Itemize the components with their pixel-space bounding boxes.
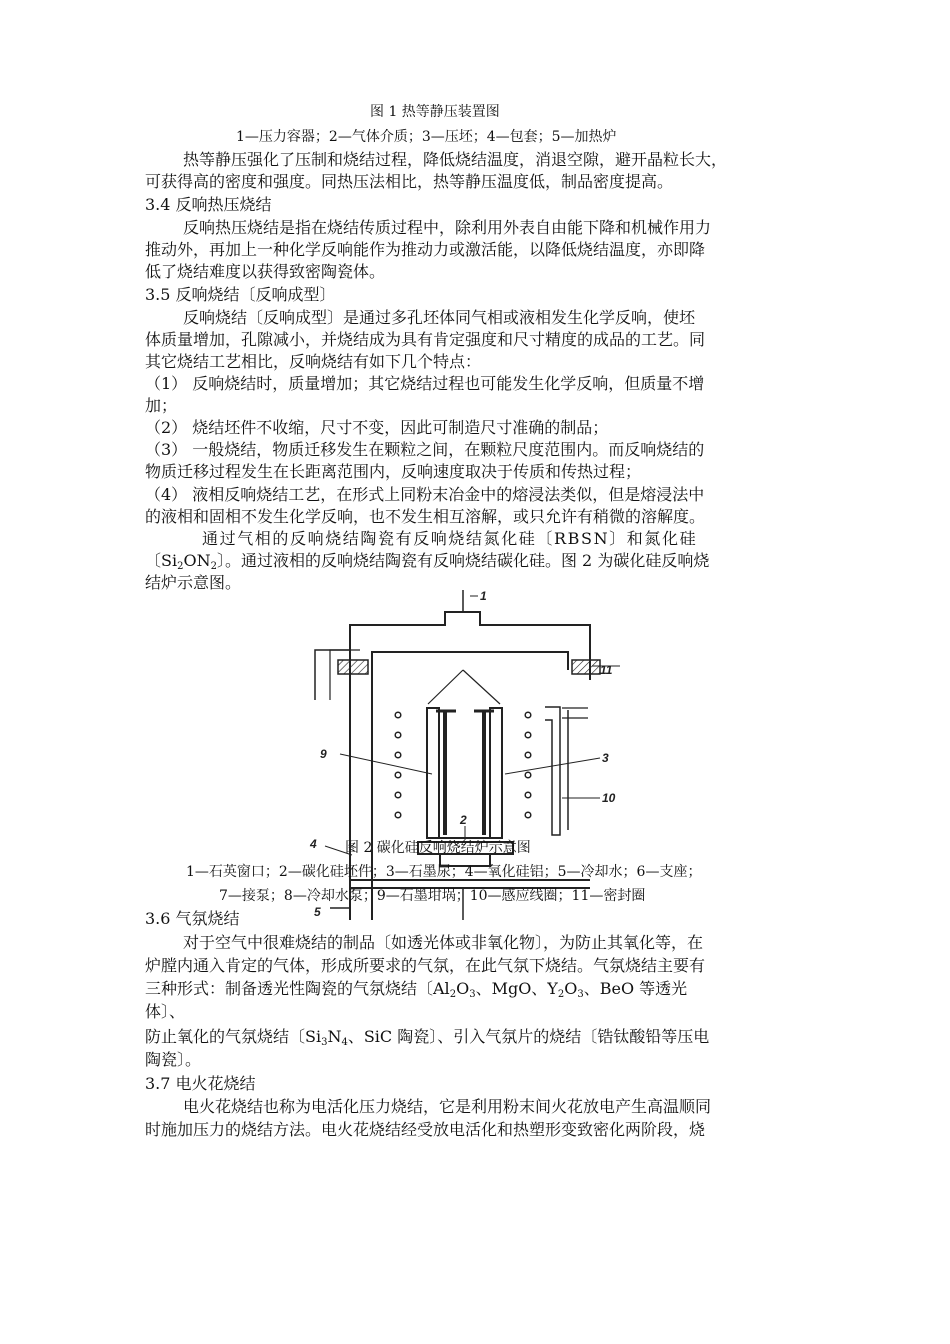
section-heading-3-7: 3.7 电火花烧结 <box>145 1074 256 1093</box>
paragraph-line-formula: 防止氧化的气氛烧结〔$Si_3N_4$、SiC 陶瓷〕、引入气氛片的烧结〔锆钛酸铅等压电 <box>145 1027 710 1048</box>
list-item-line: （2） 烧结坯件不收缩，尺寸不变，因此可制造尺寸准确的制品； <box>145 418 609 437</box>
paragraph-line: 体质量增加，孔隙减小，并烧结成为具有肯定强度和尺寸精度的成品的工艺。同 <box>145 330 706 349</box>
list-item-line: 物质迁移过程发生在长距离范围内，反响速度取决于传质和传热过程； <box>145 462 642 481</box>
fig1-caption: 图 1 热等静压装置图 <box>370 104 500 120</box>
fig2-legend-line2: 7—接泵；8—冷却水泵；9—石墨坩埚；10—感应线圈；11—密封圈 <box>219 888 646 904</box>
paragraph-line: 可获得高的密度和强度。同热压法相比，热等静压温度低，制品密度提高。 <box>145 172 674 191</box>
paragraph-line: 体〕、 <box>145 1002 186 1021</box>
section-heading-3-6: 3.6 气氛烧结 <box>145 909 240 928</box>
label-3: 3 <box>602 751 609 765</box>
list-item-line: （4） 液相反响烧结工艺，在形式上同粉末冶金中的熔浸法类似，但是熔浸法中 <box>145 485 705 504</box>
paragraph-line: 电火花烧结也称为电活化压力烧结，它是利用粉末间火花放电产生高温顺同 <box>183 1097 712 1116</box>
leader-9 <box>340 754 432 774</box>
cooling-pipe-right <box>545 707 560 835</box>
section-heading-3-5: 3.5 反响烧结〔反响成型〕 <box>145 285 336 304</box>
viewing-ray-right <box>463 670 500 704</box>
list-item-line: （1） 反响烧结时，质量增加；其它烧结过程也可能发生化学反响，但质量不增 <box>145 374 705 393</box>
paragraph-line: 反响烧结〔反响成型〕是通过多孔坯体同气相或液相发生化学反响，使坯 <box>183 308 696 327</box>
paragraph-line: 热等静压强化了压制和烧结过程，降低烧结温度，消退空隙，避开晶粒长大， <box>183 150 728 169</box>
list-item-line: 的液相和固相不发生化学反响，也不发生相互溶解，或只允许有稍微的溶解度。 <box>145 507 706 526</box>
seal-ring-right <box>572 660 600 674</box>
paragraph-line: 反响热压烧结是指在烧结传质过程中，除利用外表自由能下降和机械作用力 <box>183 218 712 237</box>
paragraph-line: 结炉示意图。 <box>145 573 242 592</box>
induction-coil-left <box>395 712 401 818</box>
label-9: 9 <box>320 747 327 761</box>
fig2-legend-line1: 1—石英窗口；2—碳化硅坯件；3—石墨尿；4—氧化硅铝；5—冷却水；6—支座； <box>186 864 702 880</box>
fig1-legend: 1—压力容器；2—气体介质；3—压坯；4—包套；5—加热炉 <box>236 129 617 145</box>
paragraph-line-formula: 三种形式：制备透光性陶瓷的气氛烧结〔$Al_2O_3$、MgO、$Y_2O_3$、BeO 等透光 <box>145 979 688 1000</box>
cooling-pipe-left-inner <box>330 650 360 700</box>
paragraph-line: 时施加压力的烧结方法。电火花烧结经受放电活化和热塑形变致密化两阶段，烧 <box>145 1120 706 1139</box>
paragraph-line: 通过气相的反响烧结陶瓷有反响烧结氮化硅〔RBSN〕和氮化硅 <box>202 529 698 548</box>
graphite-crucible-right-wall <box>490 708 502 838</box>
section-heading-3-4: 3.4 反响热压烧结 <box>145 195 272 214</box>
viewing-ray-left <box>428 670 463 704</box>
induction-coil-right <box>525 712 531 818</box>
cooling-pipe-left <box>315 650 350 700</box>
label-4: 4 <box>310 837 317 851</box>
label-1: 1 <box>480 590 487 603</box>
paragraph-line: 对于空气中很难烧结的制品〔如透光体或非氧化物〕，为防止其氧化等，在 <box>183 933 704 952</box>
paragraph-line-formula: 〔$Si_2ON_2$〕。通过液相的反响烧结陶瓷有反响烧结碳化硅。图 2 为碳化硅反响烧 <box>145 551 710 572</box>
paragraph-line: 低了烧结难度以获得致密陶瓷体。 <box>145 262 386 281</box>
list-item-line: （3） 一般烧结，物质迁移发生在颗粒之间，在颗粒尺度范围内。而反响烧结的 <box>145 440 705 459</box>
label-11: 11 <box>600 663 613 677</box>
paragraph-line: 陶瓷〕。 <box>145 1050 202 1069</box>
fig2-caption: 图 2 碳化硅反响烧结炉示意图 <box>345 840 531 856</box>
paragraph-line: 其它烧结工艺相比，反响烧结有如下几个特点： <box>145 352 482 371</box>
list-item-line: 加； <box>145 396 178 415</box>
paragraph-line: 推动外，再加上一种化学反响能作为推动力或激活能，以降低烧结温度，亦即降 <box>145 240 706 259</box>
seal-ring-left <box>338 660 368 674</box>
label-2: 2 <box>460 813 467 827</box>
label-10: 10 <box>602 791 616 805</box>
paragraph-line: 炉膛内通入肯定的气体，形成所要求的气氛，在此气氛下烧结。气氛烧结主要有 <box>145 956 706 975</box>
label-5: 5 <box>314 905 321 919</box>
